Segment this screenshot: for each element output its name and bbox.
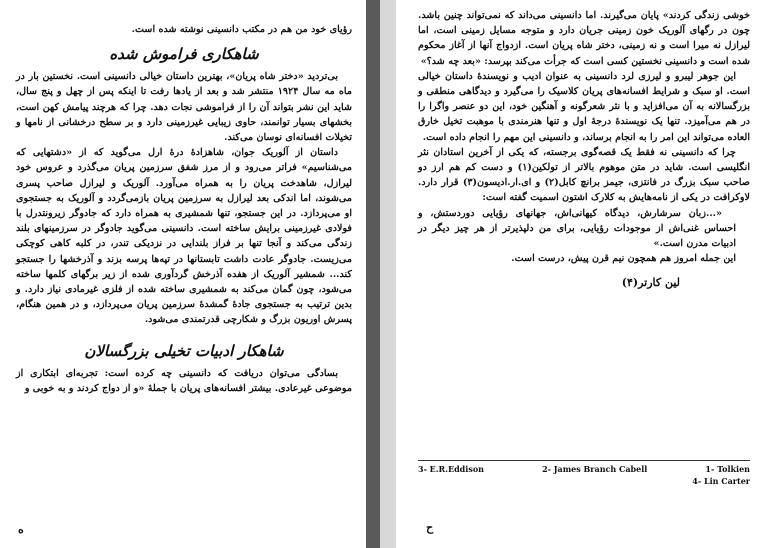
left-page xyxy=(0,0,366,548)
lovecraft-quote: «...زبان سرشارش، دیدگاه کیهانی‌اش، جهانهای رؤیایی دوردستش، و احساس غنی‌اش از موجودات رؤیایی، برای من دلپذیرتر از هر چیز دیگر در ادبیات مدرن است.» xyxy=(418,207,736,250)
page-number: ه xyxy=(18,523,24,536)
book-gutter xyxy=(366,0,380,548)
section-heading-forgotten-masterpiece: شاهکاری فراموش شده xyxy=(109,45,259,64)
page-number: ح xyxy=(426,521,434,534)
page-edge xyxy=(380,0,396,548)
paragraph: این جوهر لیبرو و لیرزی لرد دانسینی به عنوان ادیب و نویسندۀ داستان خیالی است. او سبک و شرایط افسانه‌های پریان کلاسیک را می‌گیرد و دیدگاهی منطقی و بزرگسالانه به آن می‌افزاید و با نثر شعرگونه و آهنگین خود، این دو عنصر واگرا را در هم می‌آمیزد. تنها یک نویسندۀ درجۀ اول و تنها هنرمندی با موهبت تخیل خارق العاده می‌تواند این امر را به انجام برساند، و دانسینی این مهم را انجام داده است. xyxy=(418,70,750,143)
right-page xyxy=(396,0,768,548)
paragraph: چرا که دانسینی نه فقط یک قصه‌گوی برجسته، که یکی از آخرین استادان نثر انگلیسی است. شاید در متن موهوم بالاتر از تولکین(۱) و دست کم هم ارز دو صاحب سبک بزرگ در فانتزی، جیمز برانچ کابل(۲) و ای.ار.ادیسون(۳) قرار دارد. لاوکرافت در یکی از نامه‌هایش به کلارک اشتون اسمیت گفته است: xyxy=(418,146,750,204)
paragraph: داستان از آلوریک جوان، شاهزادۀ درۀ ارل می‌گوید که از «دشتهایی که می‌شناسیم» فراتر می‌رود و از مرز شفق سرزمین پریان می‌گذرد و عروس خود لیرازل، شاهدخت پریان را به همراه می‌آورد. آلوریک و لیرازل صاحب پسری می‌شوند، اما اندکی بعد لیرازل به سرزمین پریان بازمی‌گردد و آلوریک به جستجوی او می‌پردازد. در این جستجو، تنها شمشیری به همراه دارد که جادوگر زیرونتدرل با فولادی غیرزمینی برایش ساخته است. دانسینی می‌گوید جادوگر در سرزمینهای بلند زندگی می‌کند و آنجا تنها بر فراز بلندایی در نزدیکی تندر، در کلبه کاهی کوچکی می‌زیست. جادوگر عادت داشت تابستانها در تپه‌ها پرسه بزند و آذرخشها را جستجو کند... شمشیر آلوریک از هفده آذرخش گردآوری شده از زیر برگهای کلمها ساخته می‌شود، چون گمان می‌کند به شمشیری ساخته شده از فلزی غیرمادی نیاز دارد. و بدین ترتیب به جستجوی جادۀ گمشدۀ سرزمین پریان می‌پردازد، و در همین هنگام، پسرش اوریون بزرگ و شکارچی قدرتمندی می‌شود. xyxy=(16,147,352,326)
section-heading-adult-fantasy: شاهکار ادبیات تخیلی بزرگسالان xyxy=(84,341,284,360)
footnotes xyxy=(418,460,750,486)
footnote: 3- E.R.Eddison xyxy=(418,464,484,474)
paragraph: بی‌تردید «دختر شاه پریان»، بهترین داستان خیالی دانسینی است. نخستین بار در ماه مه سال ۱۹۲۴ منتشر شد و بعد از یادها رفت تا اینکه پس از چهل و پنج سال، شاید این نشر بتواند آن را از فراموشی نجات دهد. چرا که هرچند پیامش کهن است، بخشهای بسیار توانمند، حاوی زیبایی غیرزمینی دارد و بر سطح درخشانی از نامها و تخیلات افسانه‌ای نوسان می‌کند. xyxy=(16,71,352,144)
footnote: 4- Lin Carter xyxy=(692,476,750,486)
top-line: رؤیای خود من هم در مکتب دانسینی نوشته شده است. xyxy=(131,24,352,35)
paragraph: این جمله امروز هم همچون نیم قرن پیش، درست است. xyxy=(511,253,736,265)
footnote: 1- Tolkien xyxy=(705,464,750,474)
author-signature: لین کارتر(۴) xyxy=(621,276,680,290)
paragraph: خوشی زندگی کردند» پایان می‌گیرند. اما دانسینی می‌داند که نمی‌تواند چنین باشد. چون در رگهای آلوریک خون زمینی جریان دارد و متوجه مسایل زمینی است، اما لیرازل نه میرا است و نه زمینی، دختر شاه پریان است. ازدواج آنها از آغاز محکوم شده است و دانسینی نخستین کسی است که جرأت می‌کند بپرسد: «بعد چه شد؟» xyxy=(418,10,750,67)
footnote: 2- James Branch Cabell xyxy=(542,464,648,474)
paragraph: بسادگی می‌توان دریافت که دانسینی چه کرده است: تجربه‌ای ابتکاری از موضوعی غیرعادی. بیشتر افسانه‌های پریان با جملۀ «و از دواج کردند و به خوبی و xyxy=(16,367,352,394)
